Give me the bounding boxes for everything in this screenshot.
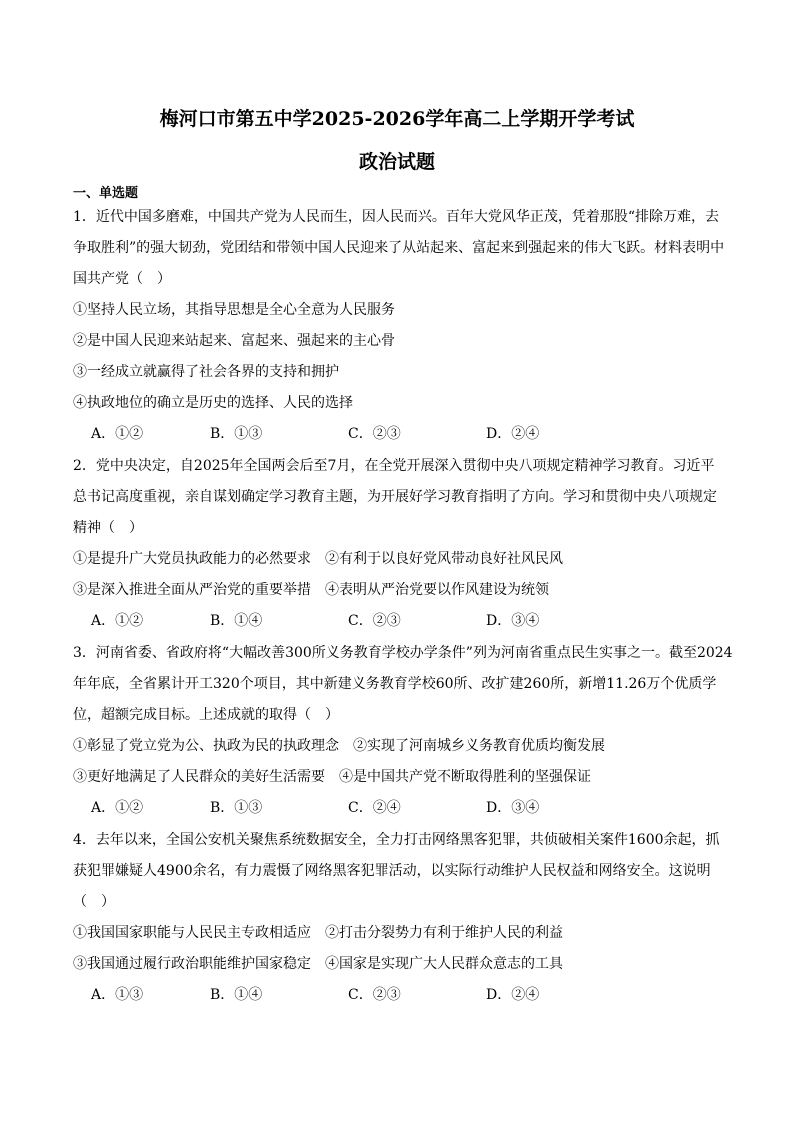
question-text-line: 获犯罪嫌疑人4900余名，有力震慑了网络黑客犯罪活动，以实际行动维护人民权益和网络安全。这说明: [73, 863, 711, 879]
question-text-line: 总书记高度重视，亲自谋划确定学习教育主题，为开展好学习教育指明了方向。学习和贯彻中央八项规定: [73, 489, 717, 505]
question-text-line: 年年底，全省累计开工320个项目，其中新建义务教育学校60所、改扩建260所，新增11.26万个优质学: [73, 676, 717, 692]
option-d[interactable]: D．②④: [486, 426, 540, 442]
option-c[interactable]: C．②③: [348, 987, 401, 1003]
question-text-line: 国共产党（ ）: [73, 271, 171, 287]
statement: ①彰显了党立党为公、执政为民的执政理念 ②实现了河南城乡义务教育优质均衡发展: [73, 738, 605, 754]
statement: ③我国通过履行政治职能维护国家稳定 ④国家是实现广大人民群众意志的工具: [73, 956, 563, 972]
statement: ③是深入推进全面从严治党的重要举措 ④表明从严治党要以作风建设为统领: [73, 582, 549, 598]
question-text-line: 位，超额完成目标。上述成就的取得（ ）: [73, 707, 339, 723]
question-text-line: 4．去年以来，全国公安机关聚焦系统数据安全，全力打击网络黑客犯罪，共侦破相关案件1600余起，抓: [73, 832, 720, 848]
statement: ①坚持人民立场，其指导思想是全心全意为人民服务: [73, 302, 395, 318]
statement: ②是中国人民迎来站起来、富起来、强起来的主心骨: [73, 333, 395, 349]
option-a[interactable]: A．①②: [91, 800, 144, 816]
option-a[interactable]: A．①②: [91, 613, 144, 629]
option-d[interactable]: D．③④: [486, 800, 540, 816]
option-a[interactable]: A．①②: [91, 426, 144, 442]
exam-title: 梅河口市第五中学2025-2026学年高二上学期开学考试: [159, 108, 635, 130]
option-b[interactable]: B．①③: [210, 426, 263, 442]
section-heading: 一、单选题: [73, 186, 139, 201]
statement: ④执政地位的确立是历史的选择、人民的选择: [73, 395, 353, 411]
question-text-line: （ ）: [73, 894, 115, 910]
option-d[interactable]: D．②④: [486, 987, 540, 1003]
option-b[interactable]: B．①④: [210, 987, 263, 1003]
question-text-line: 2．党中央决定，自2025年全国两会后至7月，在全党开展深入贯彻中央八项规定精神学习教育。习近平: [73, 458, 715, 474]
exam-subtitle: 政治试题: [358, 151, 435, 173]
question-text-line: 争取胜利”的强大韧劲，党团结和带领中国人民迎来了从站起来、富起来到强起来的伟大飞跃。材料表明中: [73, 240, 725, 256]
option-c[interactable]: C．②③: [348, 613, 401, 629]
statement: ①我国国家职能与人民民主专政相适应 ②打击分裂势力有利于维护人民的利益: [73, 925, 563, 941]
option-c[interactable]: C．②③: [348, 426, 401, 442]
option-c[interactable]: C．②④: [348, 800, 401, 816]
option-d[interactable]: D．③④: [486, 613, 540, 629]
option-b[interactable]: B．①③: [210, 800, 263, 816]
question-text-line: 精神（ ）: [73, 520, 143, 536]
statement: ①是提升广大党员执政能力的必然要求 ②有利于以良好党风带动良好社风民风: [73, 551, 563, 567]
statement: ③更好地满足了人民群众的美好生活需要 ④是中国共产党不断取得胜利的坚强保证: [73, 769, 591, 785]
option-b[interactable]: B．①④: [210, 613, 263, 629]
option-a[interactable]: A．①③: [91, 987, 144, 1003]
question-text-line: 3．河南省委、省政府将“大幅改善300所义务教育学校办学条件”列为河南省重点民生实事之一。截至2024: [73, 645, 733, 661]
question-text-line: 1．近代中国多磨难，中国共产党为人民而生，因人民而兴。百年大党风华正茂，凭着那股“排除万难，去: [73, 209, 720, 225]
statement: ③一经成立就赢得了社会各界的支持和拥护: [73, 364, 339, 380]
